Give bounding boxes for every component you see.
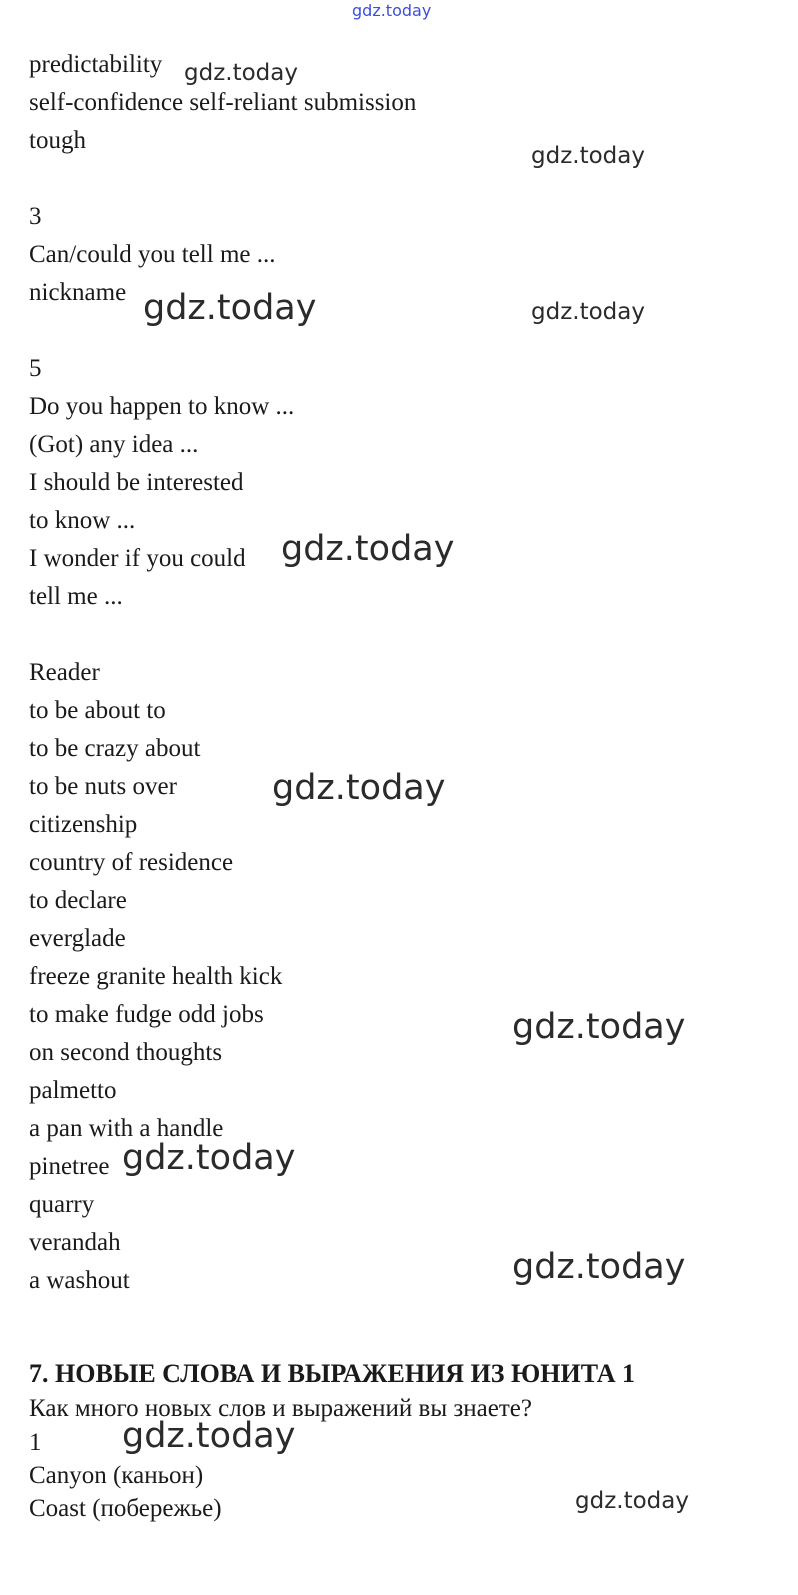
section-number: 5 <box>29 355 42 382</box>
watermark: gdz.today <box>512 1247 686 1287</box>
vocab-line: tell me ... <box>29 583 123 610</box>
section-number: 1 <box>29 1429 42 1456</box>
vocab-line: to be nuts over <box>29 773 177 800</box>
vocab-line: pinetree <box>29 1153 110 1180</box>
watermark: gdz.today <box>184 60 298 86</box>
section-question: Как много новых слов и выражений вы знаете? <box>29 1395 532 1422</box>
vocab-line: citizenship <box>29 811 138 838</box>
watermark: gdz.today <box>512 1007 686 1047</box>
section-title: Reader <box>29 659 100 686</box>
vocab-line: country of residence <box>29 849 234 876</box>
section-number: 3 <box>29 203 42 230</box>
vocab-line: a pan with a handle <box>29 1115 224 1142</box>
vocab-line: palmetto <box>29 1077 117 1104</box>
vocab-line: predictability <box>29 51 163 78</box>
watermark: gdz.today <box>143 288 317 328</box>
section-heading: 7. НОВЫЕ СЛОВА И ВЫРАЖЕНИЯ ИЗ ЮНИТА 1 <box>29 1359 636 1388</box>
vocab-line: to be crazy about <box>29 735 201 762</box>
vocab-line: self-confidence self-reliant submission <box>29 89 417 116</box>
vocab-line: quarry <box>29 1191 95 1218</box>
vocab-line: to be about to <box>29 697 166 724</box>
vocab-line: Coast (побережье) <box>29 1495 222 1522</box>
watermark-top: gdz.today <box>352 1 432 20</box>
vocab-line: freeze granite health kick <box>29 963 283 990</box>
vocab-line: on second thoughts <box>29 1039 223 1066</box>
vocab-line: to know ... <box>29 507 136 534</box>
vocab-line: to make fudge odd jobs <box>29 1001 264 1028</box>
watermark: gdz.today <box>272 768 446 808</box>
vocab-line: verandah <box>29 1229 121 1256</box>
vocab-line: to declare <box>29 887 127 914</box>
vocab-line: (Got) any idea ... <box>29 431 199 458</box>
vocab-line: everglade <box>29 925 126 952</box>
vocab-line: I wonder if you could <box>29 545 246 572</box>
watermark: gdz.today <box>122 1416 296 1456</box>
vocab-line: tough <box>29 127 86 154</box>
watermark: gdz.today <box>281 529 455 569</box>
vocab-line: Do you happen to know ... <box>29 393 295 420</box>
vocab-line: nickname <box>29 279 127 306</box>
vocab-line: Canyon (каньон) <box>29 1462 204 1489</box>
watermark: gdz.today <box>122 1138 296 1178</box>
vocab-line: I should be interested <box>29 469 244 496</box>
watermark: gdz.today <box>575 1488 689 1514</box>
vocab-line: Can/could you tell me ... <box>29 241 276 268</box>
watermark: gdz.today <box>531 299 645 325</box>
watermark: gdz.today <box>531 143 645 169</box>
vocab-line: a washout <box>29 1267 130 1294</box>
